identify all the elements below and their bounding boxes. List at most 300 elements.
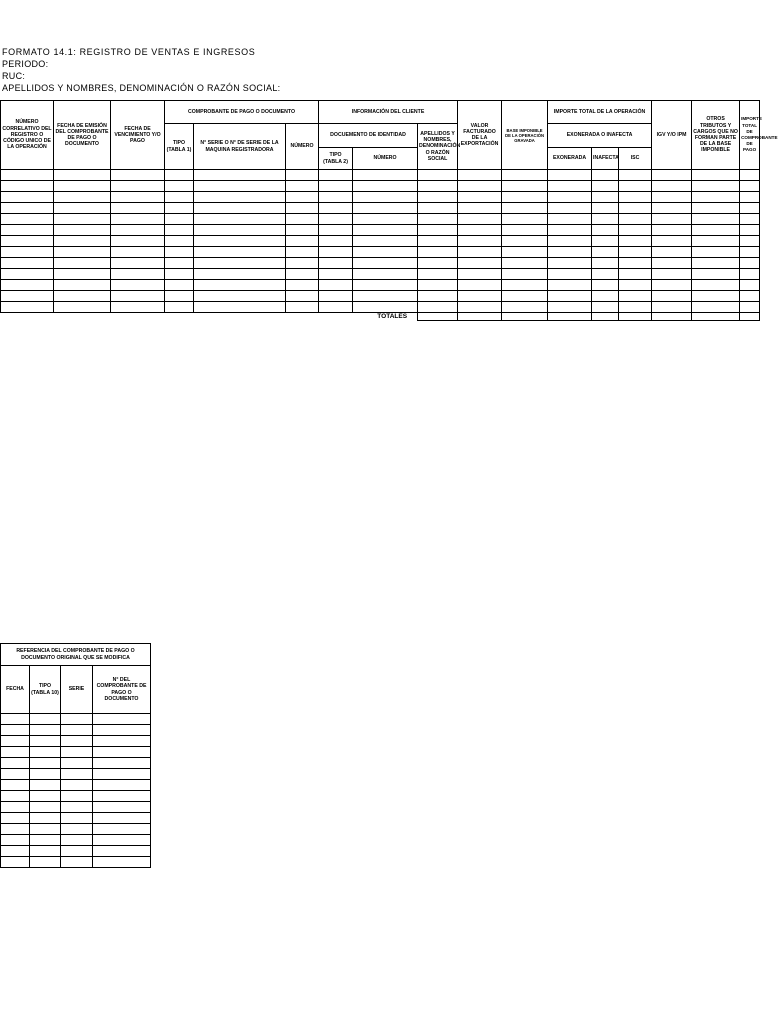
reference-cell (1, 725, 30, 736)
register-cell (502, 247, 548, 258)
register-cell (619, 192, 652, 203)
register-cell (286, 258, 319, 269)
reference-row (1, 714, 151, 725)
register-cell (548, 236, 592, 247)
reference-cell (1, 736, 30, 747)
register-cell (286, 302, 319, 313)
register-cell (692, 280, 740, 291)
register-row (1, 170, 760, 181)
reference-cell (30, 791, 61, 802)
header-fecha-vencimiento: FECHA DE VENCIMIENTO Y/O PAGO (111, 101, 165, 170)
reference-cell (30, 725, 61, 736)
register-cell (319, 236, 353, 247)
register-cell (652, 280, 692, 291)
register-cell (652, 236, 692, 247)
register-cell (548, 181, 592, 192)
register-cell (111, 192, 165, 203)
register-cell (54, 236, 111, 247)
reference-cell (93, 835, 151, 846)
reference-cell (93, 714, 151, 725)
register-cell (194, 269, 286, 280)
register-cell (652, 203, 692, 214)
reference-cell (93, 736, 151, 747)
register-cell (692, 225, 740, 236)
totals-cell (740, 313, 760, 321)
register-cell (740, 203, 760, 214)
header-tipo-tabla2: TIPO (TABLA 2) (319, 148, 353, 170)
header-fecha-emision: FECHA DE EMISIÓN DEL COMPROBANTE DE PAGO O DOCUMENTO (54, 101, 111, 170)
document-title: FORMATO 14.1: REGISTRO DE VENTAS E INGRESOS (2, 47, 256, 57)
register-cell (418, 302, 458, 313)
totals-cell (592, 313, 619, 321)
register-cell (353, 302, 418, 313)
register-row (1, 280, 760, 291)
register-cell (418, 225, 458, 236)
register-cell (1, 302, 54, 313)
reference-cell (61, 714, 93, 725)
reference-cell (30, 846, 61, 857)
reference-cell (61, 857, 93, 868)
register-cell (548, 258, 592, 269)
register-cell (165, 302, 194, 313)
register-cell (54, 291, 111, 302)
register-cell (286, 225, 319, 236)
reference-cell (30, 769, 61, 780)
register-cell (740, 236, 760, 247)
register-cell (319, 203, 353, 214)
register-cell (286, 236, 319, 247)
reference-cell (1, 714, 30, 725)
register-cell (652, 269, 692, 280)
register-cell (319, 225, 353, 236)
register-cell (194, 247, 286, 258)
register-cell (502, 291, 548, 302)
reference-cell (30, 758, 61, 769)
reference-cell (1, 758, 30, 769)
register-cell (111, 203, 165, 214)
register-cell (1, 214, 54, 225)
register-cell (592, 192, 619, 203)
register-cell (740, 192, 760, 203)
register-cell (418, 258, 458, 269)
register-cell (418, 181, 458, 192)
reference-row (1, 736, 151, 747)
register-cell (458, 192, 502, 203)
reference-cell (1, 780, 30, 791)
register-cell (619, 170, 652, 181)
reference-row (1, 824, 151, 835)
register-cell (740, 258, 760, 269)
reference-cell (1, 747, 30, 758)
totals-cell (652, 313, 692, 321)
register-cell (619, 203, 652, 214)
header-inafecta: INAFECTA (592, 148, 619, 170)
register-cell (54, 181, 111, 192)
register-cell (165, 203, 194, 214)
reference-cell (1, 857, 30, 868)
register-row (1, 247, 760, 258)
register-cell (319, 192, 353, 203)
register-cell (548, 280, 592, 291)
reference-cell (30, 714, 61, 725)
register-cell (652, 247, 692, 258)
register-cell (502, 302, 548, 313)
reference-cell (93, 846, 151, 857)
register-cell (418, 170, 458, 181)
razon-social-label: APELLIDOS Y NOMBRES, DENOMINACIÓN O RAZÓN SOCIAL: (2, 83, 281, 93)
header-tipo-tabla1: TIPO (TABLA 1) (165, 124, 194, 170)
reference-row (1, 791, 151, 802)
register-cell (194, 280, 286, 291)
reference-cell (30, 747, 61, 758)
reference-cell (30, 857, 61, 868)
register-cell (353, 236, 418, 247)
reference-cell (1, 813, 30, 824)
register-cell (458, 170, 502, 181)
register-cell (194, 181, 286, 192)
register-cell (592, 247, 619, 258)
register-cell (619, 181, 652, 192)
reference-cell (30, 835, 61, 846)
reference-cell (93, 769, 151, 780)
register-cell (619, 236, 652, 247)
register-cell (353, 214, 418, 225)
register-cell (319, 258, 353, 269)
register-cell (458, 225, 502, 236)
register-cell (692, 291, 740, 302)
header-apellidos: APELLIDOS Y NOMBRES, DENOMINACIÓN O RAZÓN SOCIAL (418, 124, 458, 170)
register-cell (286, 181, 319, 192)
register-cell (619, 258, 652, 269)
header-exonerada: EXONERADA (548, 148, 592, 170)
register-cell (1, 192, 54, 203)
register-cell (619, 214, 652, 225)
register-cell (502, 225, 548, 236)
totals-label: TOTALES (377, 312, 408, 320)
register-cell (502, 269, 548, 280)
reference-row (1, 835, 151, 846)
register-cell (353, 225, 418, 236)
reference-cell (30, 802, 61, 813)
register-cell (353, 258, 418, 269)
register-cell (692, 247, 740, 258)
register-cell (740, 170, 760, 181)
register-cell (1, 225, 54, 236)
register-cell (458, 291, 502, 302)
register-cell (418, 247, 458, 258)
reference-cell (61, 846, 93, 857)
ref-header-fecha: FECHA (1, 666, 30, 714)
reference-row (1, 813, 151, 824)
register-cell (1, 280, 54, 291)
register-cell (1, 291, 54, 302)
reference-cell (1, 824, 30, 835)
register-cell (54, 280, 111, 291)
reference-cell (30, 780, 61, 791)
totals-cell (458, 313, 502, 321)
register-cell (194, 291, 286, 302)
reference-cell (93, 758, 151, 769)
register-cell (319, 280, 353, 291)
periodo-label: PERIODO: (2, 59, 49, 69)
register-cell (165, 280, 194, 291)
header-numero-identidad: NÚMERO (353, 148, 418, 170)
register-cell (592, 236, 619, 247)
register-cell (548, 269, 592, 280)
header-cliente-group: INFORMACIÓN DEL CLIENTE (319, 101, 458, 124)
register-cell (353, 280, 418, 291)
register-cell (592, 214, 619, 225)
document-header (2, 46, 280, 94)
register-cell (692, 192, 740, 203)
reference-table (0, 643, 151, 868)
register-cell (418, 269, 458, 280)
register-row (1, 181, 760, 192)
register-cell (619, 225, 652, 236)
register-cell (319, 302, 353, 313)
register-cell (652, 258, 692, 269)
register-cell (692, 302, 740, 313)
register-cell (502, 214, 548, 225)
register-cell (548, 291, 592, 302)
register-cell (286, 269, 319, 280)
register-cell (194, 203, 286, 214)
reference-cell (93, 824, 151, 835)
header-comprobante-group: COMPROBANTE DE PAGO O DOCUMENTO (165, 101, 319, 124)
register-cell (592, 225, 619, 236)
reference-cell (61, 824, 93, 835)
reference-cell (93, 747, 151, 758)
reference-row (1, 758, 151, 769)
reference-cell (61, 802, 93, 813)
register-cell (165, 225, 194, 236)
register-cell (54, 269, 111, 280)
register-cell (54, 214, 111, 225)
reference-cell (93, 813, 151, 824)
reference-cell (61, 780, 93, 791)
register-cell (54, 225, 111, 236)
header-otros-tributos: OTROS TRIBUTOS Y CARGOS QUE NO FORMAN PARTE DE LA BASE IMPONIBLE (692, 101, 740, 170)
register-cell (286, 247, 319, 258)
register-cell (111, 280, 165, 291)
register-cell (54, 247, 111, 258)
reference-cell (30, 813, 61, 824)
register-cell (458, 258, 502, 269)
register-cell (592, 170, 619, 181)
register-cell (740, 280, 760, 291)
register-cell (111, 170, 165, 181)
register-cell (286, 214, 319, 225)
register-cell (652, 302, 692, 313)
reference-cell (61, 747, 93, 758)
reference-row (1, 857, 151, 868)
register-cell (1, 258, 54, 269)
register-cell (692, 258, 740, 269)
reference-row (1, 769, 151, 780)
reference-cell (1, 791, 30, 802)
register-cell (111, 258, 165, 269)
register-cell (286, 280, 319, 291)
register-cell (652, 181, 692, 192)
register-cell (458, 247, 502, 258)
register-cell (54, 258, 111, 269)
register-cell (458, 203, 502, 214)
reference-cell (30, 736, 61, 747)
register-cell (1, 247, 54, 258)
register-cell (652, 170, 692, 181)
register-cell (353, 181, 418, 192)
register-row (1, 225, 760, 236)
register-cell (111, 247, 165, 258)
register-cell (111, 269, 165, 280)
header-numero-correlativo: NÚMERO CORRELATIVO DEL REGISTRO O CÓDIGO UNICO DE LA OPERACIÓN (1, 101, 54, 170)
register-cell (54, 170, 111, 181)
register-cell (54, 203, 111, 214)
register-cell (502, 192, 548, 203)
reference-cell (61, 791, 93, 802)
register-cell (111, 225, 165, 236)
reference-row (1, 725, 151, 736)
reference-cell (61, 758, 93, 769)
reference-cell (93, 857, 151, 868)
register-cell (353, 203, 418, 214)
register-cell (740, 269, 760, 280)
register-cell (592, 258, 619, 269)
register-cell (194, 214, 286, 225)
register-cell (592, 302, 619, 313)
register-cell (548, 170, 592, 181)
reference-row (1, 846, 151, 857)
reference-row (1, 780, 151, 791)
register-cell (165, 258, 194, 269)
register-cell (286, 203, 319, 214)
register-cell (458, 181, 502, 192)
totals-row (1, 313, 760, 321)
register-cell (619, 269, 652, 280)
reference-row (1, 747, 151, 758)
reference-cell (1, 835, 30, 846)
reference-cell (1, 769, 30, 780)
totals-cell (548, 313, 592, 321)
register-cell (111, 181, 165, 192)
reference-row (1, 802, 151, 813)
register-cell (740, 302, 760, 313)
register-cell (418, 203, 458, 214)
register-cell (194, 302, 286, 313)
register-cell (286, 170, 319, 181)
register-cell (502, 203, 548, 214)
register-cell (353, 170, 418, 181)
register-cell (319, 214, 353, 225)
register-cell (740, 181, 760, 192)
register-cell (548, 203, 592, 214)
reference-cell (93, 802, 151, 813)
register-cell (286, 192, 319, 203)
reference-cell (61, 813, 93, 824)
header-base-imponible: BASE IMPONIBLE DE LA OPERACIÓN GRAVADA (502, 101, 548, 170)
register-row (1, 203, 760, 214)
register-cell (740, 214, 760, 225)
register-cell (165, 214, 194, 225)
register-cell (319, 269, 353, 280)
register-cell (286, 291, 319, 302)
header-exonerada-group: EXONERADA O INAFECTA (548, 124, 652, 148)
register-cell (418, 280, 458, 291)
register-cell (692, 236, 740, 247)
register-cell (619, 291, 652, 302)
register-cell (548, 302, 592, 313)
register-cell (165, 247, 194, 258)
register-row (1, 291, 760, 302)
header-importe-group: IMPORTE TOTAL DE LA OPERACIÓN (548, 101, 652, 124)
header-valor-facturado: VALOR FACTURADO DE LA EXPORTACIÓN (458, 101, 502, 170)
totals-cell (418, 313, 458, 321)
reference-cell (93, 780, 151, 791)
register-cell (692, 269, 740, 280)
register-cell (418, 192, 458, 203)
totals-cell (502, 313, 548, 321)
register-cell (194, 170, 286, 181)
register-cell (1, 203, 54, 214)
register-cell (319, 181, 353, 192)
header-igv: IGV Y/O IPM (652, 101, 692, 170)
register-cell (353, 269, 418, 280)
register-cell (502, 280, 548, 291)
register-cell (353, 192, 418, 203)
register-row (1, 236, 760, 247)
register-cell (619, 247, 652, 258)
register-cell (418, 214, 458, 225)
register-cell (502, 258, 548, 269)
register-cell (353, 247, 418, 258)
register-cell (502, 170, 548, 181)
totals-spacer (1, 313, 353, 321)
header-doc-identidad-group: DOCUEMENTO DE IDENTIDAD (319, 124, 418, 148)
register-cell (194, 258, 286, 269)
register-row (1, 269, 760, 280)
register-cell (652, 214, 692, 225)
register-cell (592, 203, 619, 214)
register-cell (592, 291, 619, 302)
ref-title: REFERENCIA DEL COMPROBANTE DE PAGO O DOCUMENTO ORIGINAL QUE SE MODIFICA (1, 644, 151, 666)
register-cell (111, 214, 165, 225)
register-cell (1, 269, 54, 280)
register-cell (652, 291, 692, 302)
register-cell (548, 225, 592, 236)
register-cell (194, 192, 286, 203)
register-cell (548, 247, 592, 258)
register-cell (418, 291, 458, 302)
register-cell (458, 280, 502, 291)
register-cell (502, 236, 548, 247)
register-cell (692, 214, 740, 225)
register-cell (458, 302, 502, 313)
header-importe-total: IMPORTE TOTAL DE COMPROBANTE DE PAGO (740, 101, 760, 170)
register-cell (54, 192, 111, 203)
reference-cell (61, 835, 93, 846)
totals-cell (619, 313, 652, 321)
register-cell (319, 170, 353, 181)
reference-cell (1, 802, 30, 813)
register-cell (548, 214, 592, 225)
register-cell (165, 236, 194, 247)
register-cell (592, 181, 619, 192)
register-cell (502, 181, 548, 192)
register-row (1, 214, 760, 225)
header-serie: N° SERIE O N° DE SERIE DE LA MAQUINA REGISTRADORA (194, 124, 286, 170)
register-cell (165, 181, 194, 192)
register-row (1, 302, 760, 313)
